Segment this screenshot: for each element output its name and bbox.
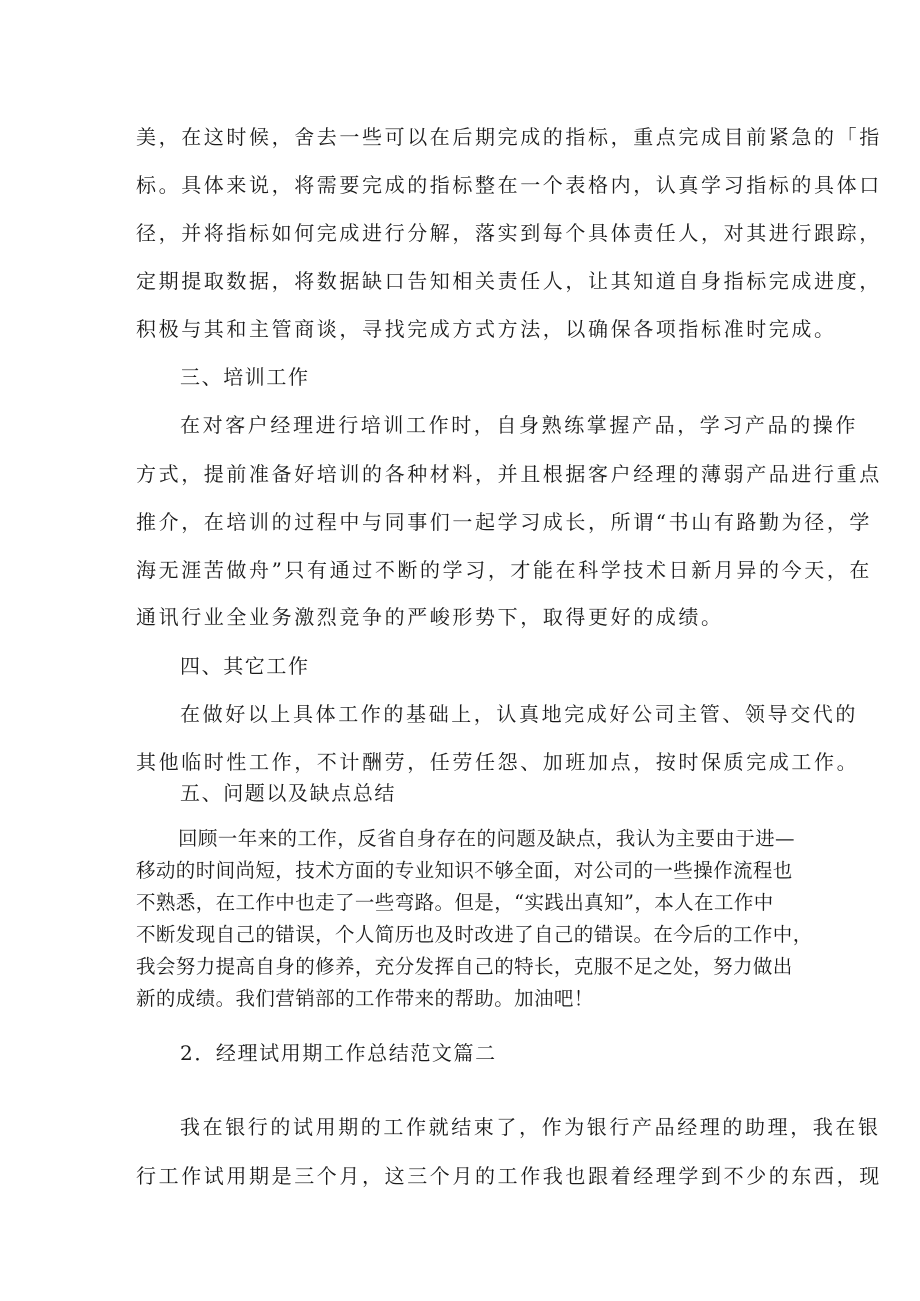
paragraph-line: 美，在这时候，舍去一些可以在后期完成的指标，重点完成目前紧急的「指 [136, 125, 882, 149]
paragraph-line: 在做好以上具体工作的基础上，认真地完成好公司主管、领导交代的 [180, 702, 858, 726]
paragraph-line: 其他临时性工作，不计酬劳，任劳任怨、加班加点，按时保质完成工作。 [136, 750, 860, 774]
paragraph-line: 我在银行的试用期的工作就结束了，作为银行产品经理的助理，我在银 [180, 1115, 881, 1139]
paragraph-line: 行工作试用期是三个月，这三个月的工作我也跟着经理学到不少的东西，现 [136, 1164, 882, 1188]
paragraph-line: 标。具体来说，将需要完成的指标整在一个表格内，认真学习指标的具体口 [136, 173, 882, 197]
paragraph-line: 不熟悉，在工作中也走了一些弯路。但是，“实践出真知”，本人在工作中 [136, 891, 774, 914]
section-heading: 三、培训工作 [180, 365, 310, 389]
paragraph-line: 推介，在培训的过程中与同事们一起学习成长，所谓“书山有路勤为径，学 [136, 510, 873, 534]
paragraph-line: 方式，提前准备好培训的各种材料，并且根据客户经理的薄弱产品进行重点 [136, 462, 882, 486]
paragraph-line: 定期提取数据，将数据缺口告知相关责任人，让其知道自身指标完成进度， [136, 269, 882, 293]
paragraph-line: 移动的时间尚短，技术方面的专业知识不够全面，对公司的一些操作流程也 [136, 859, 793, 882]
paragraph-line: 我会努力提高自身的修养，充分发挥自己的特长，克服不足之处，努力做出 [136, 955, 793, 978]
paragraph-line: 积极与其和主管商谈，寻找完成方式方法，以确保各项指标准时完成。 [136, 317, 837, 341]
paragraph-line: 新的成绩。我们营销部的工作带来的帮助。加油吧！ [136, 987, 594, 1010]
paragraph-line: 海无涯苦做舟”只有通过不断的学习，才能在科学技术日新月异的今天，在 [136, 558, 873, 582]
section-heading: 五、问题以及缺点总结 [180, 781, 396, 805]
paragraph-line: 径，并将指标如何完成进行分解，落实到每个具体责任人，对其进行跟踪， [136, 221, 882, 245]
section-heading: 2．经理试用期工作总结范文篇二 [180, 1041, 497, 1065]
paragraph-line: 不断发现自己的错误，个人简历也及时改进了自己的错误。在今后的工作中， [136, 923, 813, 946]
paragraph-line: 在对客户经理进行培训工作时，自身熟练掌握产品，学习产品的操作 [180, 413, 858, 437]
section-heading: 四、其它工作 [180, 654, 310, 678]
paragraph-line: 通讯行业全业务激烈竞争的严峻形势下，取得更好的成绩。 [136, 605, 724, 629]
paragraph-line: 回顾一年来的工作，反省自身存在的问题及缺点，我认为主要由于进— [178, 827, 795, 850]
